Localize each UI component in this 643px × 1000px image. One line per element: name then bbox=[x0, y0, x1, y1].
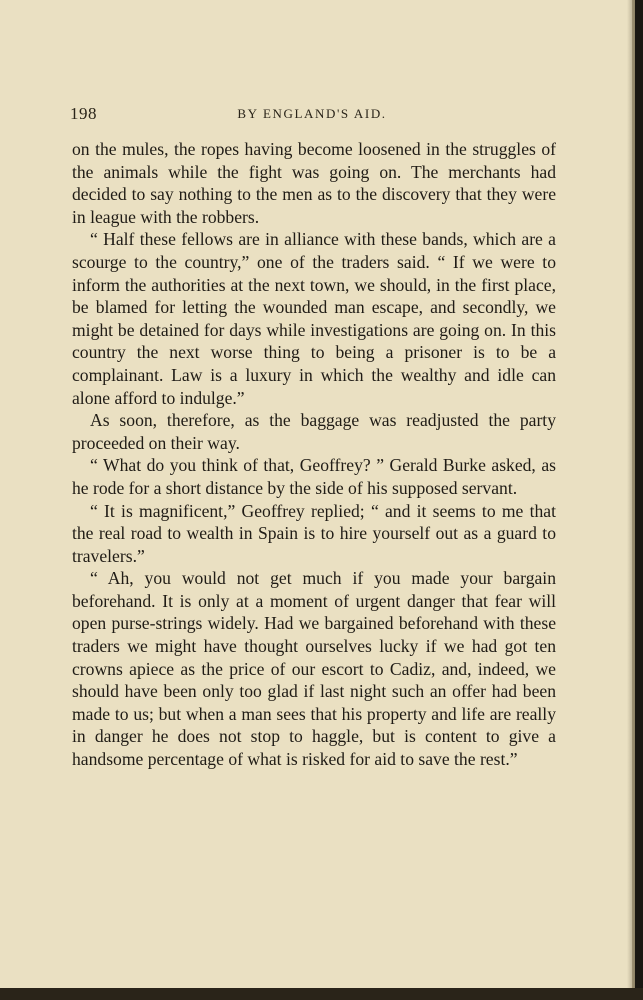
paragraph: “ It is magnificent,” Geoffrey replied; “ and it seems to me that the real road to wealth in Spain is to hire yourself out as a guard to travelers.” bbox=[72, 500, 556, 566]
page-header bbox=[70, 104, 554, 126]
page-number: 198 bbox=[70, 104, 97, 123]
running-head: BY ENGLAND'S AID. bbox=[237, 106, 387, 121]
paragraph: “ Half these fellows are in alliance with these bands, which are a scourge to the country,” one of the traders said. “ If we were to inform the authorities at the next town, we should, in the first place, be blamed for letting the wounded man escape, and secondly, we might be detained for days while investigations are going on. In this country the next worse thing to being a prisoner is to be a complainant. Law is a luxury in which the wealthy and idle can alone afford to indulge.” bbox=[72, 229, 556, 408]
page-bottom-edge bbox=[0, 988, 643, 1000]
body-text bbox=[72, 138, 556, 771]
paragraph: “ What do you think of that, Geoffrey? ” Gerald Burke asked, as he rode for a short distance by the side of his supposed servant. bbox=[72, 455, 556, 498]
paragraph: “ Ah, you would not get much if you made your bargain beforehand. It is only at a moment of urgent danger that fear will open purse-strings widely. Had we bargained beforehand with these traders we might have thought ourselves lucky if we had got ten crowns apiece as the price of our escort to Cadiz, and, indeed, we should have been only too glad if last night such an offer had been made to us; but when a man sees that his property and life are really in danger he does not stop to haggle, but is content to give a handsome percentage of what is risked for aid to save the rest.” bbox=[72, 568, 556, 770]
paragraph: As soon, therefore, as the baggage was readjusted the party proceeded on their way. bbox=[72, 410, 556, 453]
paragraph-continuation: on the mules, the ropes having become loosened in the struggles of the animals while the fight was going on. The merchants had decided to say nothing to the men as to the discovery that they were in league with the robbers. bbox=[72, 139, 556, 227]
